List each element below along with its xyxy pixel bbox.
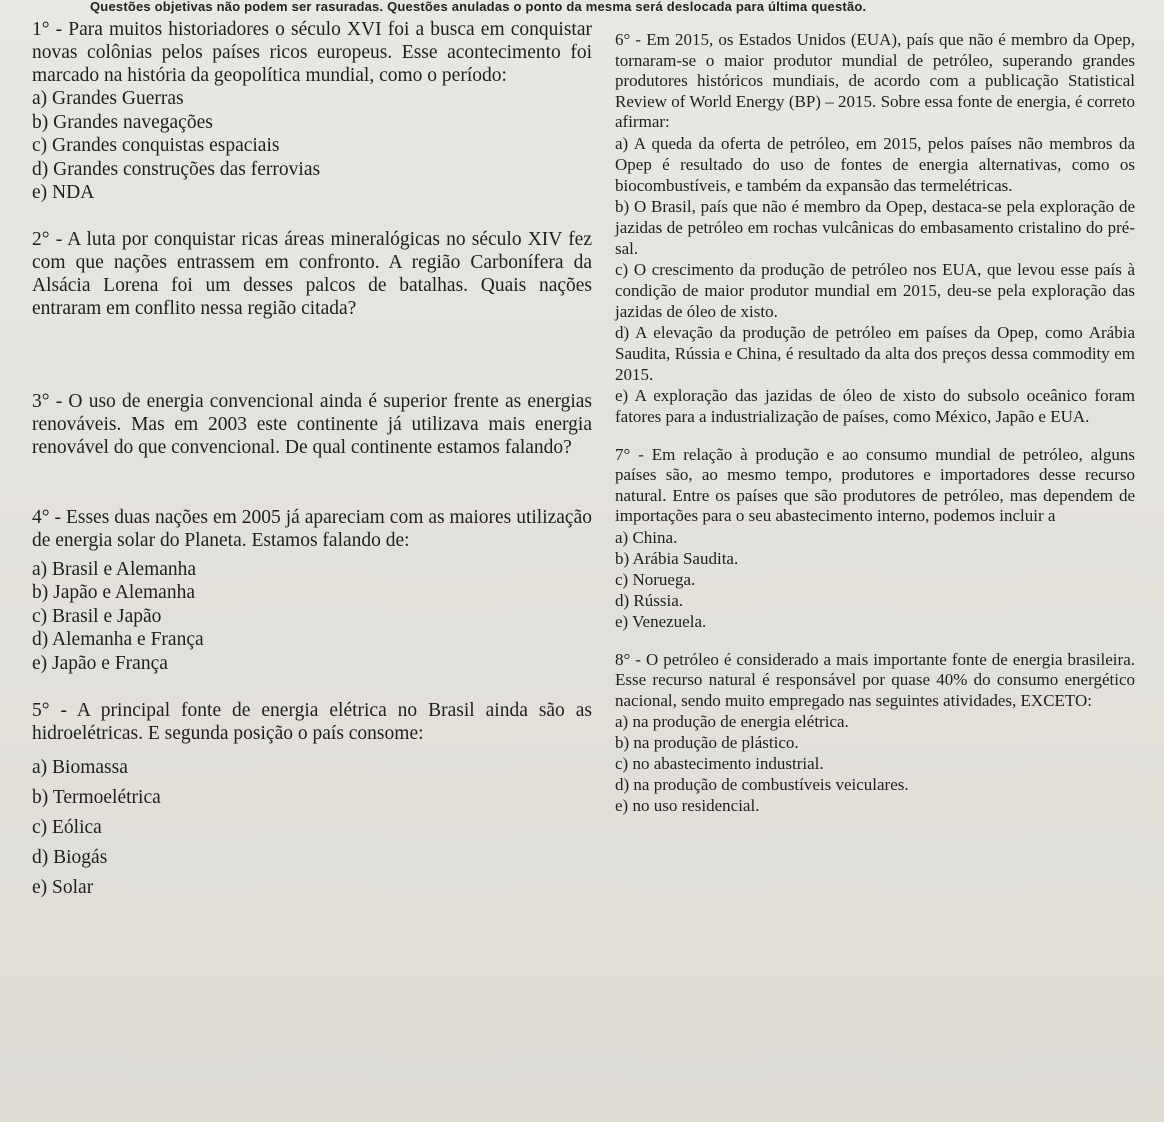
question-1-options [32,87,592,205]
question-5-option-d: d) Biogás [32,847,108,868]
question-5-option-c: c) Eólica [32,817,102,838]
question-7-option-a: a) China. [615,527,678,547]
question-4-stem: 4° - Esses duas nações em 2005 já apareciam com as maiores utilização de energia solar do Planeta. Estamos falando de: [32,506,592,551]
question-4-option-a: a) Brasil e Alemanha [32,558,197,580]
question-7 [615,445,1135,632]
question-6-option-c: c) O crescimento da produção de petróleo nos EUA, que levou esse país à condição de maior produtor mundial em 2015, deu-se pela exploração das jazidas de óleo de xisto. [615,259,1135,321]
question-1-option-c: c) Grandes conquistas espaciais [32,135,280,156]
left-column [32,18,592,903]
question-7-option-c: c) Noruega. [615,569,696,589]
question-3-stem: 3° - O uso de energia convencional ainda é superior frente as energias renováveis. Mas em 2003 este continente já utilizava mais energia renovável do que convencional. De qual continente estamos falando? [32,390,592,458]
question-7-options [615,527,1135,632]
question-5-options [32,753,592,903]
question-6-option-a: a) A queda da oferta de petróleo, em 2015, pelos países não membros da Opep é resultado do uso de fontes de energia alternativas, como os biocombustíveis, e também da expansão das termelétricas. [615,133,1135,195]
question-8-stem: 8° - O petróleo é considerado a mais importante fonte de energia brasileira. Esse recurso natural é responsável por quase 40% do consumo energético nacional, sendo muito empregado nas seguintes atividades, EXCETO: [615,649,1135,710]
question-5 [32,699,592,903]
exam-instructions-header: Questões objetivas não podem ser rasuradas. Questões anuladas o ponto da mesma será deslocada para última questão. [90,0,867,14]
question-6-options [615,133,1135,427]
question-4-option-d: d) Alemanha e França [32,629,204,650]
question-4-option-c: c) Brasil e Japão [32,605,162,627]
question-1-option-e: e) NDA [32,182,95,203]
question-1-option-a: a) Grandes Guerras [32,88,184,109]
question-3 [32,390,592,459]
question-6-option-d: d) A elevação da produção de petróleo em países da Opep, como Arábia Saudita, Rússia e China, é resultado da alta dos preços dessa commodity em 2015. [615,322,1135,384]
question-1-option-d: d) Grandes construções das ferrovias [32,158,321,180]
question-8-option-a: a) na produção de energia elétrica. [615,712,849,731]
question-7-option-e: e) Venezuela. [615,611,707,631]
question-8-option-e: e) no uso residencial. [615,796,760,815]
question-4-options [32,558,592,676]
question-8 [615,650,1135,817]
question-7-option-d: d) Rússia. [615,590,683,610]
question-6-option-b: b) O Brasil, país que não é membro da Opep, destaca-se pela exploração de jazidas de petróleo em rochas vulcânicas do embasamento cristalino do pré-sal. [615,196,1135,258]
question-5-option-a: a) Biomassa [32,757,128,778]
question-2-stem: 2° - A luta por conquistar ricas áreas mineralógicas no século XIV fez com que nações entrassem em confronto. A região Carbonífera da Alsácia Lorena foi um desses palcos de batalhas. Quais nações entraram em conflito nessa região citada? [32,228,592,319]
question-6 [615,30,1135,427]
question-8-option-d: d) na produção de combustíveis veiculares. [615,775,909,794]
question-6-option-e: e) A exploração das jazidas de óleo de xisto do subsolo oceânico foram fatores para a industrialização de países, como México, Japão e EUA. [615,385,1135,426]
question-1-option-b: b) Grandes navegações [32,111,213,133]
question-5-option-e: e) Solar [32,877,94,898]
question-1-stem: 1° - Para muitos historiadores o século XVI foi a busca em conquistar novas colônias pelos países ricos europeus. Esse acontecimento foi marcado na história da geopolítica mundial, como o período: [32,19,592,86]
question-5-stem: 5° - A principal fonte de energia elétrica no Brasil ainda são as hidroelétricas. E segunda posição o país consome: [32,700,592,744]
question-1 [32,18,592,205]
question-8-option-b: b) na produção de plástico. [615,733,799,752]
question-6-stem: 6° - Em 2015, os Estados Unidos (EUA), país que não é membro da Opep, tornaram-se o maior produtor mundial de petróleo, superando grandes produtores históricos mundiais, de acordo com a publicação Statistical Review of World Energy (BP) – 2015. Sobre essa fonte de energia, é correto afirmar: [615,30,1135,131]
right-column [615,30,1135,816]
question-7-stem: 7° - Em relação à produção e ao consumo mundial de petróleo, alguns países são, ao mesmo tempo, produtores e importadores desse recurso natural. Entre os países que são produtores de petróleo, mas dependem de importações para o seu abastecimento interno, podemos incluir a [615,444,1135,525]
question-4-option-e: e) Japão e França [32,652,168,674]
question-7-option-b: b) Arábia Saudita. [615,548,739,568]
question-8-option-c: c) no abastecimento industrial. [615,754,824,773]
question-8-options [615,711,1135,816]
question-5-option-b: b) Termoelétrica [32,787,161,808]
question-2 [32,228,592,320]
question-4 [32,506,592,676]
question-4-option-b: b) Japão e Alemanha [32,582,195,603]
